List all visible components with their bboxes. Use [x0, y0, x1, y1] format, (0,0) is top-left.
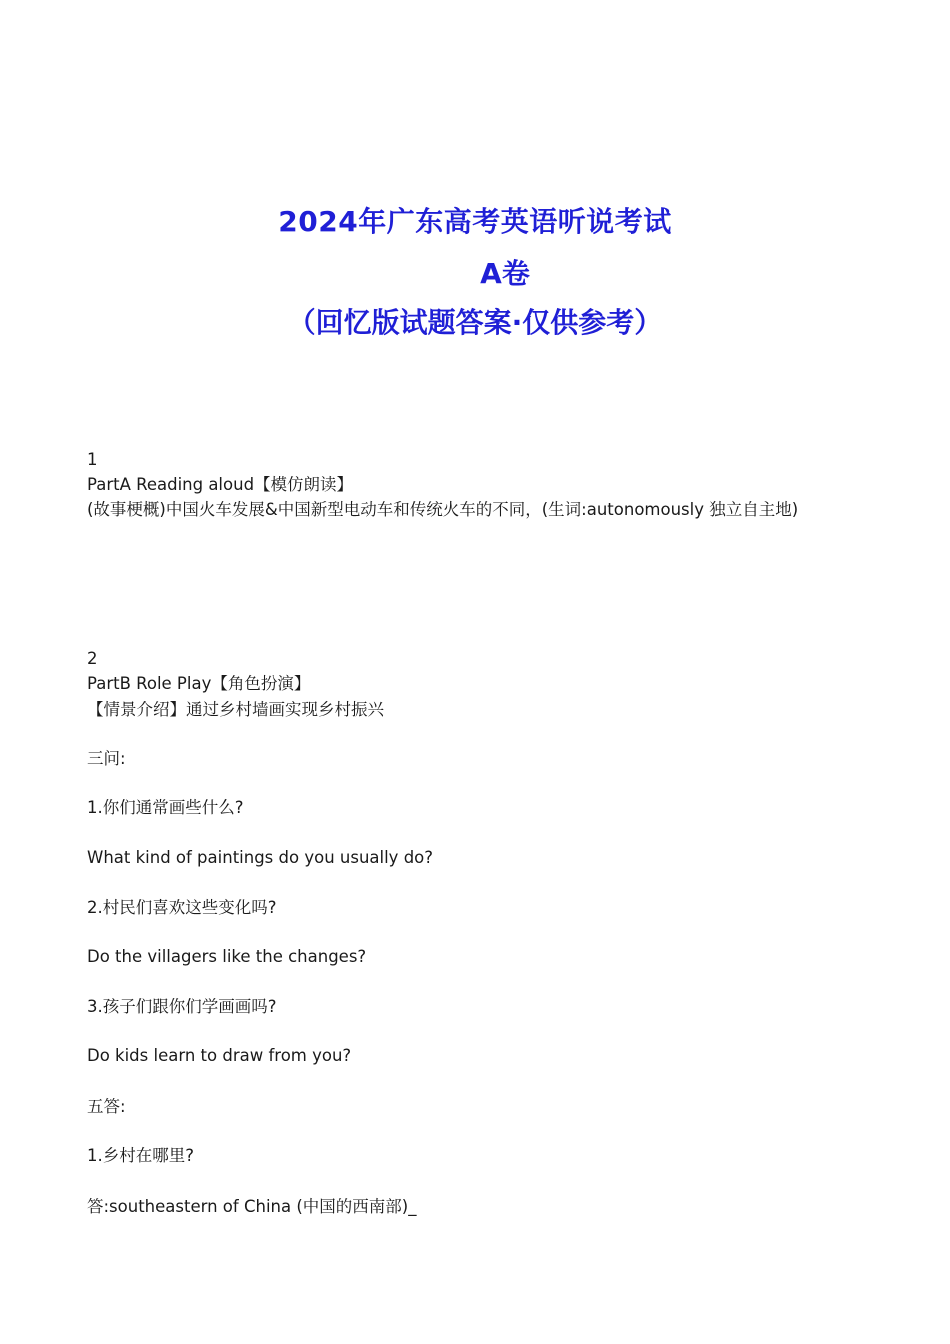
document-title: 2024年广东高考英语听说考试 — [278, 205, 672, 238]
three-questions-label: 三问: — [87, 749, 126, 768]
document-subtitle-paper: A卷 — [480, 257, 530, 290]
question-2-en: Do the villagers like the changes? — [87, 947, 367, 966]
section-1-summary: (故事梗概)中国火车发展&中国新型电动车和传统火车的不同，(生词:autonomously 独立自主地) — [87, 500, 799, 519]
five-answers-label: 五答: — [87, 1097, 126, 1116]
question-3-cn: 3.孩子们跟你们学画画吗? — [87, 997, 277, 1016]
section-2-number: 2 — [87, 649, 98, 668]
section-2-scenario: 【情景介绍】通过乡村墙画实现乡村振兴 — [87, 700, 384, 719]
document-subtitle-note: （回忆版试题答案·仅供参考） — [287, 306, 663, 339]
question-1-cn: 1.你们通常画些什么? — [87, 798, 244, 817]
question-1-en: What kind of paintings do you usually do? — [87, 848, 434, 867]
section-1-heading: PartA Reading aloud【模仿朗读】 — [87, 475, 354, 494]
question-3-en: Do kids learn to draw from you? — [87, 1046, 352, 1065]
answer-1-question: 1.乡村在哪里? — [87, 1146, 195, 1165]
question-2-cn: 2.村民们喜欢这些变化吗? — [87, 898, 277, 917]
section-1-number: 1 — [87, 450, 98, 469]
answer-1-text: 答:southeastern of China (中国的西南部)_ — [87, 1197, 417, 1216]
section-2-heading: PartB Role Play【角色扮演】 — [87, 674, 311, 693]
